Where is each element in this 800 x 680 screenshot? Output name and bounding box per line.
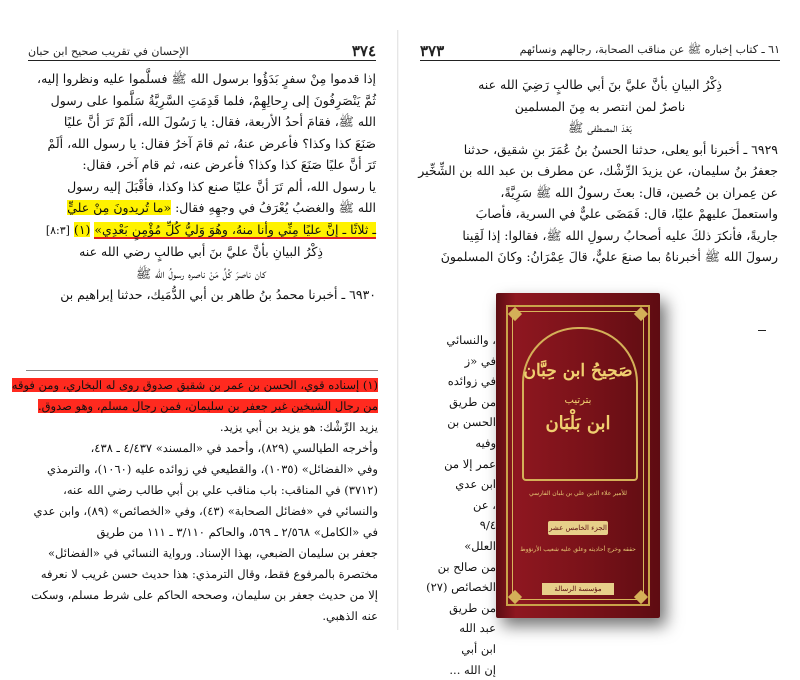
book-cover-image: [496, 293, 660, 618]
right-page-number: ٣٧٣: [420, 42, 444, 60]
cover-title: صَحِيحُ ابن حِبَّان: [516, 361, 640, 381]
text-line: ثُمَّ يَنْصَرِفُونَ إلى رِحالِهِمْ، فلما قَدِمَتِ السَّرِيَّةُ سَلَّموا على رسول: [26, 90, 376, 112]
left-page-number: ٣٧٤: [352, 42, 376, 60]
footnote-line: [26, 375, 378, 396]
text-fragment: ٩/٤: [400, 515, 496, 536]
text-line: ٦٩٢٩ ـ أخبرنا أبو يعلى، حدثنا الحسنُ بنُ عُمَرَ بنِ شقيق، حدثنا: [422, 139, 778, 161]
footnote-line: عنه الذهبي.: [26, 606, 378, 627]
text-fragment: الله ﷺ والغضبُ يُعْرَفُ في وجهِهِ فقال:: [175, 200, 376, 215]
left-page: [0, 0, 400, 633]
left-page-body: [26, 68, 376, 306]
footnote-line: [26, 396, 378, 417]
text-fragment: في زوائده: [400, 371, 496, 392]
book-gutter: [397, 30, 399, 630]
text-line: رسولَ الله ﷺ أخبرناهُ بما صنعَ عليٌّ، قالَ عِمْرَانُ: وكانَ المسلمونَ: [422, 246, 778, 268]
margin-mark: [758, 330, 766, 331]
text-fragment: ، عن: [400, 495, 496, 516]
highlighted-quote: ـ ثلاثًا ـ إنَّ عليًا مِنِّي وأنا منهُ، وهُوَ وَليُّ كُلِّ مُؤْمِنٍ بَعْدِي»: [94, 222, 376, 239]
text-line: يا رسول الله، ألم تَرَ أنَّ عليًا صنع كذا وكذا، فأقْبَلَ إليه رسول: [26, 176, 376, 198]
text-fragment: من طريق: [400, 598, 496, 619]
text-line: جعفرُ بنُ سليمان، عن يزيدَ الرِّشْك، عن مطرف بن عبد الله بن الشِّخِّير: [422, 160, 778, 182]
right-page-body: [422, 74, 778, 268]
chapter-heading: ذِكْرُ البيانِ بأنَّ عليَّ بنَ أبي طالبٍ رضي الله عنه: [26, 241, 376, 263]
text-fragment: وفيه: [400, 433, 496, 454]
cover-publisher: مؤسسة الرسالة: [542, 583, 614, 595]
highlighted-footnote: من رجال الشيخين غير جعفر بن سليمان، فمن رجال مسلم، وهو صدوق.: [38, 399, 378, 413]
cover-subtitle: بترتيب: [516, 395, 640, 406]
highlighted-footnote: (١) إسناده قوي، الحسن بن عمر بن شقيق صدوق روى له البخاري، ومن فوقه: [12, 378, 378, 392]
text-line: عن عِمران بن حُصين، قال: بعثَ رسولُ الله ﷺ سَرِيَّةً،: [422, 182, 778, 204]
footnote-line: وفي «الفضائل» (١٠٣٥)، والقطيعي في زوائده عليه (١٠٦٠)، والترمذي: [26, 459, 378, 480]
right-page-header-title: ٦١ ـ كتاب إخباره ﷺ عن مناقب الصحابة، رجالهم ونسائهم: [520, 43, 780, 59]
text-line: جاريةً، فأنكرَ ذلكَ عليه أصحابُ رسولِ الله ﷺ، فقالوا: إذا لَقِينا: [422, 225, 778, 247]
text-line: تَرَ أنَّ عليًا صَنَعَ كذا وكذا؟ فأعرض عنه، ثم قام آخر، فقال:: [26, 154, 376, 176]
chapter-heading: ذِكْرُ البيانِ بأنَّ عليَّ بنَ أبي طالبٍ رَضِيَ الله عنه: [422, 74, 778, 96]
text-line: [26, 197, 376, 219]
text-fragment: من طريق: [400, 392, 496, 413]
right-page-header: [420, 42, 780, 61]
cover-editor: حققه وخرج أحاديثه وعلق عليه شعيب الأرنؤوط: [516, 545, 640, 554]
footnotes: [26, 370, 378, 627]
text-fragment: من صالح بن: [400, 557, 496, 578]
text-fragment: العلل»: [400, 536, 496, 557]
cover-volume-label: الجزء الخامس عشر: [548, 521, 608, 535]
left-page-header: [28, 42, 376, 61]
footnote-ref: (١): [74, 222, 91, 237]
text-fragment: عبد الله: [400, 618, 496, 639]
text-fragment: ابن عدي: [400, 474, 496, 495]
text-fragment: إن الله ...: [400, 660, 496, 680]
text-line: الله ﷺ، فقامَ أحدُ الأربعة، فقال: يا رَسُولَ الله، ألَمْ تَرَ أنَّ عليًا: [26, 111, 376, 133]
footnote-line: والنسائي في «فضائل الصحابة» (٤٣)، وفي «الخصائص» (٨٩)، وابن عدي: [26, 501, 378, 522]
footnote-line: يزيد الرِّشْك: هو يزيد بن أبي يزيد.: [26, 417, 378, 438]
text-fragment: الحسن بن: [400, 412, 496, 433]
text-fragment: في «ز: [400, 351, 496, 372]
text-fragment: عمر إلا من: [400, 454, 496, 475]
highlighted-quote-start: «ما تُريدونَ مِنْ عليٍّ: [67, 200, 171, 215]
footnote-line: جعفر بن سليمان الضبعي، بهذا الإسناد. ورواية النسائي في «الفضائل»: [26, 543, 378, 564]
text-line: [26, 219, 376, 242]
occluded-text-fragments: [400, 330, 496, 680]
text-line: إذا قدموا مِنْ سفرٍ بَدَؤُوا برسول الله ﷺ فسلَّموا عليه ونظروا إليه،: [26, 68, 376, 90]
chapter-heading: كان ناصرَ كُلِّ مَنْ ناصره رسولُ الله ﷺ: [26, 263, 376, 285]
cover-title-secondary: ابن بَلْبَان: [516, 413, 640, 434]
footnote-line: وأخرجه الطيالسي (٨٢٩)، وأحمد في «المسند» ٤/٤٣٧ ـ ٤٣٨،: [26, 438, 378, 459]
text-fragment: ابن أبي: [400, 639, 496, 660]
text-line: واستعملَ عليهمْ عليًا، قال: فَمَضَى عليٌّ في السرية، فأصابَ: [422, 203, 778, 225]
footnote-line: (٣٧١٢) في المناقب: باب مناقب علي بن أبي طالب رضي الله عنه،: [26, 480, 378, 501]
chapter-heading: بَعْدَ المصطفى ﷺ: [422, 117, 778, 139]
footnote-line: مختصرة بالمرفوع فقط، وقال الترمذي: هذا حديث حسن غريب لا نعرفه: [26, 564, 378, 585]
footnote-line: إلا من حديث جعفر بن سليمان، وصححه الحاكم على شرط مسلم، وسكت: [26, 585, 378, 606]
left-page-header-title: الإحسان في تقريب صحيح ابن حبان: [28, 45, 189, 58]
footnote-line: في «الكامل» ٢/٥٦٨ ـ ٥٦٩، والحاكم ٣/١١٠ ـ ١١١ من طريق: [26, 522, 378, 543]
text-line: صَنَعَ كذا وكذا؟ فأعرض عنهُ، ثم قامَ آخرُ فقال: يا رسول الله، ألَمْ: [26, 133, 376, 155]
bracket-ref: [٨:٣]: [46, 224, 70, 237]
hadith-line: ٦٩٣٠ ـ أخبرنا محمدُ بنُ طاهر بن أبي الدُّمَيك، حدثنا إبراهيم بن: [26, 284, 376, 306]
cover-author: للأمير علاء الدين علي بن بلبان الفارسي: [516, 489, 640, 498]
text-fragment: ، والنسائي: [400, 330, 496, 351]
chapter-heading: ناصرٌ لمن انتصر به مِنَ المسلمين: [422, 96, 778, 118]
text-fragment: الخصائص (٢٧): [400, 577, 496, 598]
